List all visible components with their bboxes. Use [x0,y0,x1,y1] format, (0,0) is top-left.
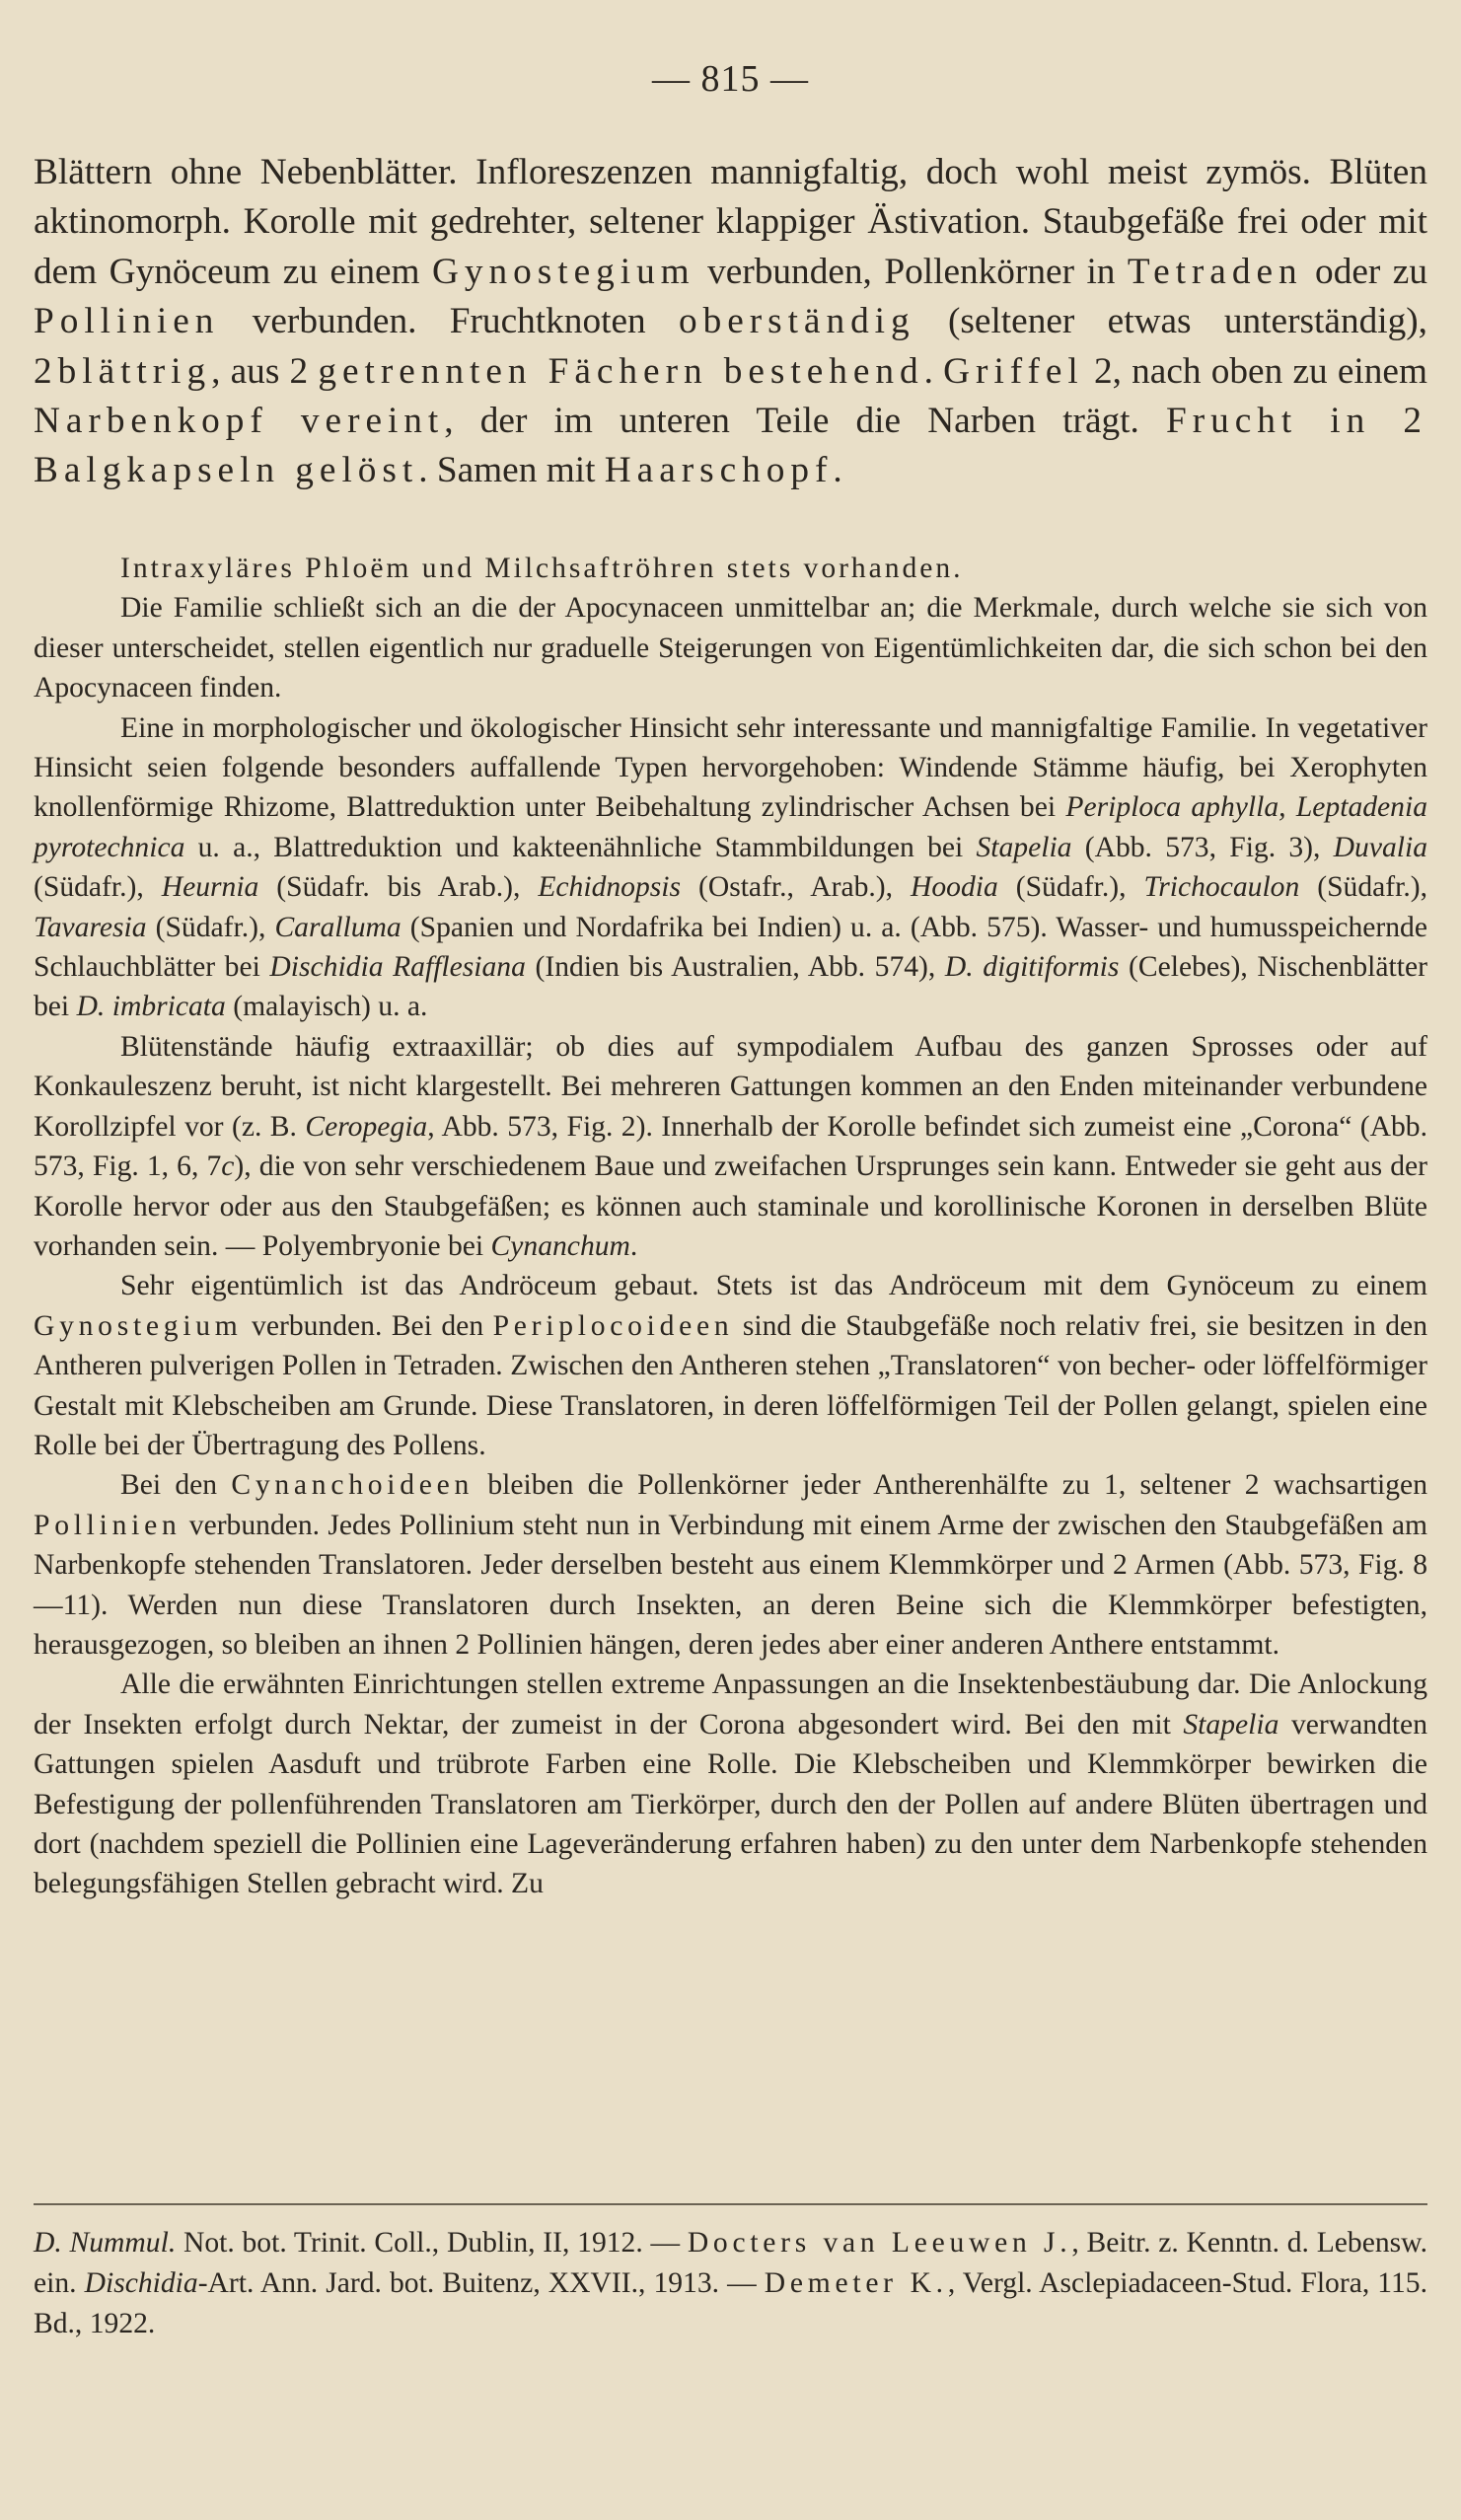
text-run: , Abb. 573, Fig. 2). Innerhalb der Korolle befindet sich zumeist eine „Corona“ (Abb. 573, Fig. 1, 6, 7 [34,1110,1427,1183]
text-run: . [629,1229,638,1262]
text-run: (Ostafr., Arab.), [681,871,911,904]
text-run: (Südafr.), [997,871,1144,904]
author-name: Demeter K. [764,2267,948,2299]
text-run: (malayisch) u. a. [225,991,428,1023]
text-run: . Samen mit [418,450,605,491]
spaced-term: Pollinien [34,301,220,342]
text-run: (Abb. 573, Fig. 3), [1071,831,1334,863]
text-run: Blütenstände häufig extraaxillär; ob dies auf sympodialem Aufbau des ganzen Sprosses oder auf Konkauleszenz beruht, ist nicht klargestellt. Bei mehreren Gattungen kommen an den Enden miteinander verbundene Korollzipfel vor (z. B. [34,1030,1427,1143]
taxon-name: Ceropegia [305,1110,428,1143]
taxon-name: Dischidia [84,2267,198,2299]
main-text-block [34,148,1427,496]
text-run: , Beitr. z. Kenntn. d. Lebensw. ein. [34,2227,1428,2299]
taxon-name: Cynanchum [490,1229,630,1262]
taxon-name: Stapelia [976,831,1072,863]
spaced-term: Frucht in 2 Balgkapseln gelöst [34,401,1427,491]
text-run: Sehr eigentümlich ist das Andröceum gebaut. Stets ist das Andröceum mit dem Gynöceum zu einem [120,1270,1427,1302]
text-run: , aus 2 [211,350,319,392]
literature-references [34,2223,1427,2344]
spaced-term: Cynanchoideen [231,1469,475,1502]
text-run: (Südafr.), [1299,871,1427,904]
taxon-name: Caralluma [274,911,402,943]
text-run: , Vergl. Asclepiadaceen-Stud. Flora, 115. Bd., 1922. [34,2267,1427,2339]
androeceum-paragraph [34,1266,1427,1465]
text-run: (Südafr. bis Arab.), [258,871,539,904]
text-run: (Südafr.), [146,911,275,943]
inflorescence-paragraph [34,1027,1427,1266]
footnote-divider [34,2203,1427,2205]
family-relation-paragraph: Die Familie schließt sich an die der Apocynaceen unmittelbar an; die Merkmale, durch welche sie sich von dieser unterscheidet, stellen eigentlich nur graduelle Steigerungen von Eigentümlichkeiten dar, die sich schon bei den Apocynaceen finden. [34,592,1427,704]
taxon-name: D. digitiformis [944,951,1120,984]
taxon-name: D. imbricata [76,991,226,1023]
taxon-name: Periploca aphylla, Leptadenia pyrotechnica [34,791,1427,863]
taxon-name: Heurnia [161,871,259,904]
spaced-term: Gynostegium [432,251,695,292]
main-paragraph [34,148,1427,496]
text-run: sind die Staubgefäße noch relativ frei, sie besitzen in den Antheren pulverigen Pollen in Tetraden. Zwischen den Antheren stehen „Translatoren“ von becher- oder löffelförmiger Gestalt mit Klebscheiben am Grunde. Diese Translatoren, in deren löffelförmigen Teil der Pollen gelangt, spielen eine Rolle bei der Übertragung des Pollens. [34,1309,1427,1461]
pollination-paragraph [34,1665,1427,1903]
text-run: verwandten Gattungen spielen Aasduft und trübrote Farben eine Rolle. Die Klebscheiben und Klemmkörper bewirken die Befestigung der pollenführenden Translatoren am Tierkörper, durch den der Pollen auf andere Blüten übertragen und dort (nachdem speziell die Pollinien eine Lageveränderung erfahren haben) zu den unter dem Narbenkopfe stehenden belegungsfähigen Stellen gebracht wird. Zu [34,1708,1427,1900]
author-name: D. Nummul. [34,2227,177,2259]
text-run: -Art. Ann. Jard. bot. Buitenz, XXVII., 1913. — [197,2267,765,2299]
taxon-name: Hoodia [911,871,998,904]
small-print-block [34,549,1427,1904]
text-run: (Indien bis Australien, Abb. 574), [525,951,945,984]
taxon-name: Duvalia [1333,831,1427,863]
spaced-term: Pollinien [34,1509,182,1541]
spaced-term: Griffel [943,350,1084,392]
text-run: oder zu [1302,251,1427,292]
spaced-term: Haarschopf [604,450,834,491]
spaced-term: Gynostegium [34,1309,243,1342]
text-run: verbunden. Jedes Pollinium steht nun in Verbindung mit einem Arme der zwischen den Staubgefäßen am Narbenkopfe stehenden Translatoren. Jeder derselben besteht aus einem Klemmkörper und 2 Armen (Abb. 573, Fig. 8—11). Werden nun diese Translatoren durch Insekten, an deren Beine sich die Klemmkörper befestigten, herausgezogen, so bleiben an ihnen 2 Pollinien hängen, deren jedes aber einer anderen Anthere entstammt. [34,1509,1427,1661]
text-run: verbunden. Fruchtknoten [219,301,679,342]
phloem-note: Intraxyläres Phloëm und Milchsaftröhren stets vorhanden. [120,553,964,584]
text-run: u. a., Blattreduktion und kakteenähnliche Stammbildungen bei [184,831,977,863]
text-run: . [923,350,944,392]
text-run: (Spanien und Nordafrika bei Indien) u. a. (Abb. 575). Wasser- und humusspeichernde Schlauchblätter bei [34,911,1427,984]
footnotes-block [34,2223,1427,2344]
taxon-name: Dischidia Rafflesiana [269,951,526,984]
figure-letter: c [221,1150,235,1183]
text-run: bleiben die Pollenkörner jeder Antherenhälfte zu 1, seltener 2 wachsartigen [474,1469,1427,1502]
text-run: , der im unteren Teile die Narben trägt. [444,401,1166,442]
text-run: Blättern ohne Nebenblätter. Infloreszenzen mannigfaltig, doch wohl meist zymös. Blüten aktinomorph. Korolle mit gedrehter, seltener klappiger Ästivation. Staubgefäße frei oder mit dem Gynöceum zu einem [34,152,1427,292]
cynanchoideen-paragraph [34,1465,1427,1665]
spaced-term: oberständig [678,301,915,342]
morphology-paragraph [34,708,1427,1027]
text-run: (Südafr.), [34,871,162,904]
text-run: 2, nach oben zu einem [1083,350,1427,392]
taxon-name: Stapelia [1183,1708,1279,1741]
text-run: . [833,450,842,491]
text-run: Bei den [120,1469,232,1502]
taxon-name: Trichocaulon [1143,871,1300,904]
text-run: Eine in morphologischer und ökologischer Hinsicht sehr interessante und mannigfaltige Familie. In vegetativer Hinsicht seien folgende besonders auffallende Typen hervorgehoben: Windende Stämme häufig, bei Xerophyten knollenförmige Rhizome, Blattreduktion unter Beibehaltung zylindrischer Achsen bei [34,711,1427,824]
page-number: — 815 — [652,58,809,100]
text-run: (seltener etwas unterständig), [914,301,1427,342]
spaced-term: Tetraden [1127,251,1303,292]
spaced-term: Periplocoideen [492,1309,734,1342]
text-run: ), die von sehr verschiedenem Baue und zweifachen Ursprunges sein kann. Entweder sie geht aus der Korolle hervor oder aus den Staubgefäßen; es können auch staminale und korollinische Koronen in derselben Blüte vorhanden sein. — Polyembryonie bei [34,1150,1427,1262]
text-run: verbunden. Bei den [242,1309,493,1342]
author-name: Docters van Leeuwen J. [687,2227,1072,2259]
spaced-term: getrennten Fächern bestehend [318,350,924,392]
spaced-term: Narbenkopf vereint [34,401,445,442]
taxon-name: Tavaresia [34,911,147,943]
text-run: Alle die erwähnten Einrichtungen stellen extreme Anpassungen an die Insektenbestäubung dar. Die Anlockung der Insekten erfolgt durch Nektar, der zumeist in der Corona abgesondert wird. Bei den mit [34,1668,1427,1741]
text-run: verbunden, Pollenkörner in [694,251,1128,292]
spaced-term: 2blättrig [34,350,212,392]
taxon-name: Echidnopsis [538,871,682,904]
text-run: Not. bot. Trinit. Coll., Dublin, II, 1912. — [176,2227,688,2259]
text-run: (Celebes), Nischenblätter bei [34,951,1427,1023]
